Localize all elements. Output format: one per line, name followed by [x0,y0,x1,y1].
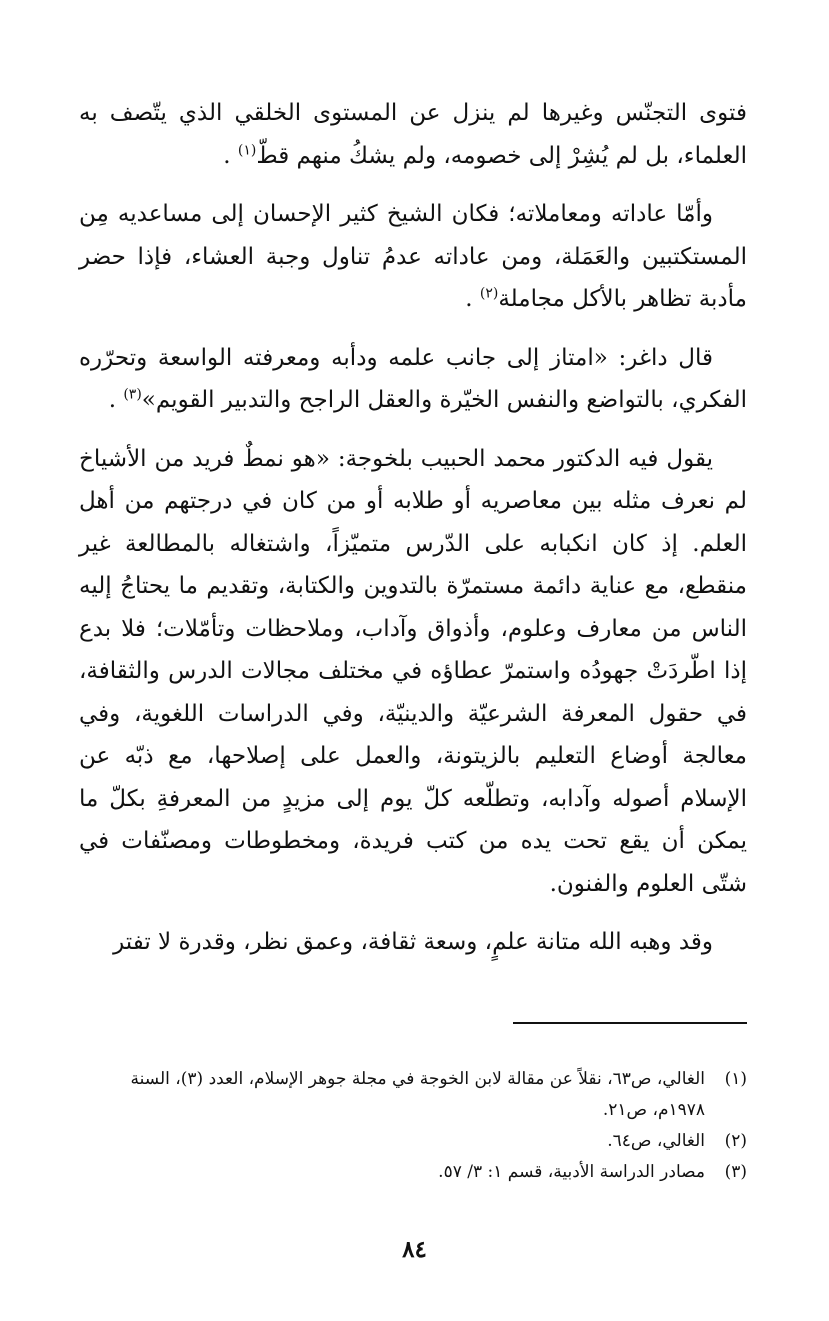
footnote-number: (٢) [724,1131,747,1151]
footnote-1 [79,1064,747,1126]
footnote-number: (٣) [724,1162,747,1182]
paragraph-1: فتوى التجنّس وغيرها لم ينزل عن المستوى الخلقي الذي يتّصف به العلماء، بل لم يُشِرْ إلى خصومه، ولم يشكُ منهم قطّ$^{(١)}$ . [79,100,747,169]
footnotes [79,1064,747,1188]
footnote-2 [79,1126,747,1157]
paragraph-2: وأمّا عاداته ومعاملاته؛ فكان الشيخ كثير الإحسان إلى مساعديه مِن المستكتبين والعَمَلة، ومن عاداته عدمُ تناول وجبة العشاء، فإذا حضر مأدبة تظاهر بالأكل مجاملة$^{(٢)}$ . [79,201,747,312]
footnote-text: مصادر الدراسة الأدبية، قسم ١: ٣/ ٥٧. [438,1162,705,1182]
page-number: ٨٤ [402,1236,427,1263]
paragraph-5: وقد وهبه الله متانة علمٍ، وسعة ثقافة، وعمق نظر، وقدرة لا تفتر [113,929,713,955]
main-text [79,92,747,980]
footnote-marker-2: (٢) [479,285,499,302]
footnote-marker-3: (٣) [123,386,142,403]
footnote-number: (١) [724,1069,747,1089]
footnote-separator [513,1022,747,1024]
paragraph-4: يقول فيه الدكتور محمد الحبيب بلخوجة: «هو نمطٌ فريد من الأشياخ لم نعرف مثله بين معاصريه أو طلابه أو من كان في درجتهم من أهل العلم. إذ كان انكبابه على الدّرس متميّزاً، واشتغاله بالمطالعة غير منقطع، مع عناية دائمة مستمرّة بالتدوين والكتابة، وتقديم ما يحتاجُ إليه الناس من معارف وعلوم، وأذواق وآداب، وملاحظات وتأمّلات؛ فلا بدع إذا اطّردَتْ جهودُه واستمرّ عطاؤه في مختلف مجالات الدرس والثقافة، في حقول المعرفة الشرعيّة والدينيّة، وفي الدراسات اللغوية، وفي معالجة أوضاع التعليم بالزيتونة، والعمل على إصلاحها، مع ذبّه عن الإسلام أصوله وآدابه، وتطلّعه كلّ يوم إلى مزيدٍ من المعرفةِ بكلّ ما يمكن أن يقع تحت يده من كتب فريدة، ومخطوطات ومصنّفات في شتّى العلوم والفنون. [79,445,747,897]
footnote-marker-1: (١) [237,141,257,158]
footnote-text: الغالي، ص٦٣، نقلاً عن مقالة لابن الخوجة في مجلة جوهر الإسلام، العدد (٣)، السنة ١٩٧٨م، ص٢١. [130,1069,705,1120]
footnote-text: الغالي، ص٦٤. [607,1131,705,1151]
footnote-3 [79,1157,747,1188]
paragraph-3: قال داغر: «امتاز إلى جانب علمه ودأبه ومعرفته الواسعة وتحرّره الفكري، بالتواضع والنفس الخيّرة والعقل الراجح والتدبير القويم»$^{(٣)}$ . [79,344,747,413]
